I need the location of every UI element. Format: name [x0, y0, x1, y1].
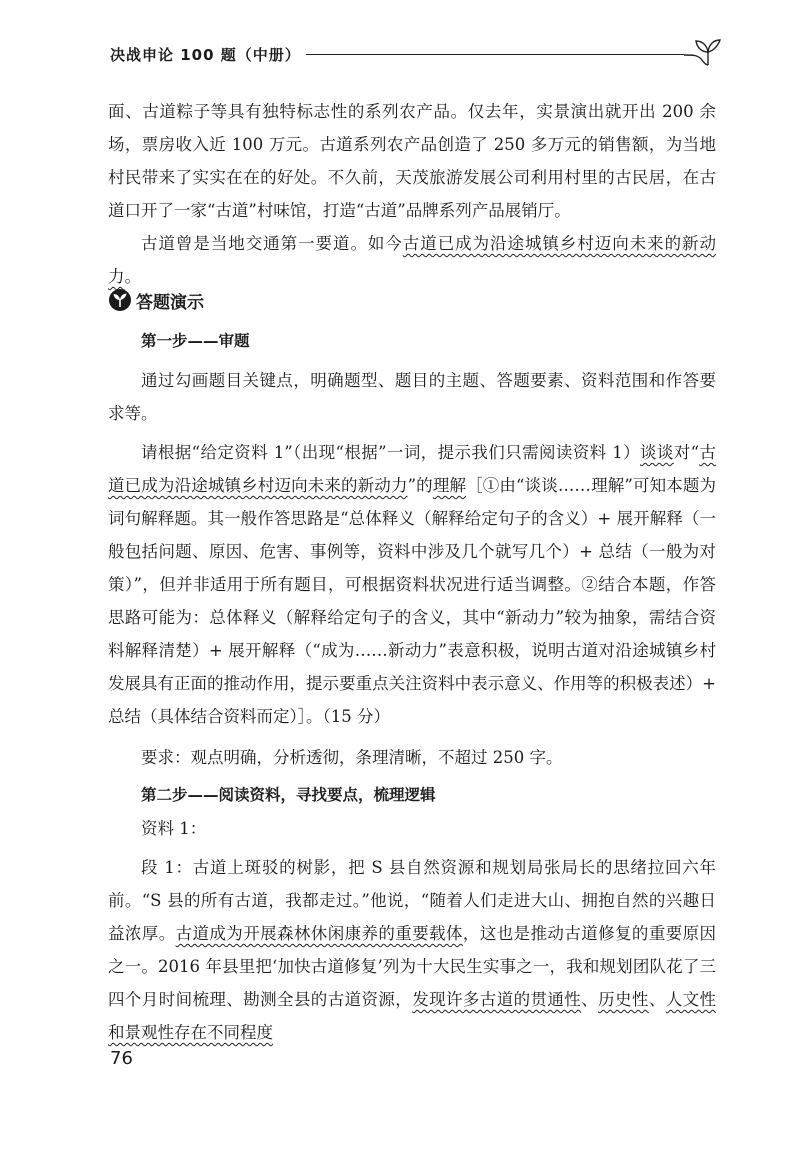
step2-block: [108, 778, 716, 1049]
step1-block: [108, 324, 716, 774]
underlined-point: 人文性和景观性存在不同程度: [108, 990, 717, 1042]
text-run: 对“: [673, 443, 700, 462]
header-rule: [306, 54, 684, 55]
material-paragraph-last: [108, 227, 716, 293]
step1-title-text: 第一步——审题: [141, 332, 250, 350]
page-number: 76: [110, 1048, 133, 1069]
underlined-key-sentence: 古道已成为沿途城镇乡村迈向未来的新动力: [108, 234, 716, 286]
keyword-lijie: 理解: [432, 476, 467, 495]
sprout-icon: [684, 38, 730, 68]
section-title: 答题演示: [136, 293, 204, 313]
leaf-badge-icon: [108, 288, 132, 312]
text-run: 古道曾是当地交通第一要道。如今: [141, 234, 403, 253]
keyword-tantan: 谈谈: [639, 443, 674, 462]
requirement: 要求：观点明确，分析透彻，条理清晰，不超过 250 字。: [141, 748, 563, 767]
question-with-analysis: [108, 436, 716, 733]
step1-intro: 通过勾画题目关键点，明确题型、题目的主题、答题要素、资料范围和作答要求等。: [108, 371, 716, 423]
analysis-text: ［①由“谈谈……理解”可知本题为词句解释题。其一般作答思路是“总体释义（解释给定句子的含义）+ 展开解释（一般包括问题、原因、危害、事例等，资料中涉及几个就写几个）+ 总结（一般为对策）”，但并非适用于所有题目，可根据资料状况进行适当调整。②结合本题，作答思路可能为：总体释义（解释给定句子的含义，其中“新动力”较为抽象，需结合资料解释清楚）+ 展开解释（“成为……新动力”表意积极，说明古道对沿途城镇乡村发展具有正面的推动作用，提示要重点关注资料中表示意义、作用等的积极表述）+ 总结（具体结合资料而定）］。（15 分）: [108, 476, 717, 726]
text-run: ”的: [407, 476, 433, 495]
running-header: [110, 38, 730, 68]
step2-title: [108, 778, 716, 812]
text-run: 段 1：古道上斑驳的树影，把 S 县自然资源和规划局张局长的思绪拉回六年前。“S 县的所有古道，我都走过。”他说，“随着人们走进大山、拥抱自然的兴趣日益浓厚。: [108, 858, 716, 943]
key-sentence: 古道已成为沿途城镇乡村迈向未来的新动力: [108, 443, 717, 495]
underlined-point: 发现许多古道的贯通性: [412, 990, 582, 1009]
step2-title-text: 第二步——阅读资料，寻找要点，梳理逻辑: [141, 786, 436, 804]
step1-title: [108, 324, 716, 358]
underlined-point: 历史性: [598, 990, 649, 1009]
material-label: 资料 1：: [141, 819, 207, 838]
text-run: 。: [124, 267, 141, 286]
material-paragraph: 面、古道粽子等具有独特标志性的系列农产品。仅去年，实景演出就开出 200 余场，票房收入近 100 万元。古道系列农产品创造了 250 多万元的销售额，为当地村民带来了实实在在的好处。不久前，天茂旅游发展公司利用村里的古民居，在古道口开了一家“古道”村味馆，打造“古道”品牌系列产品展销厅。: [108, 102, 716, 220]
continued-material: [108, 95, 716, 293]
text-run: 、: [648, 990, 666, 1009]
text-run: 、: [581, 990, 599, 1009]
underlined-point: 古道成为开展森林休闲康养的重要载体: [175, 924, 463, 943]
text-run: ，这也是推动古道修复的重要原因之一。2016 年县里把‘加快古道修复’列为十大民生实事之一，我和规划团队花了三四个月时间梳理、勘测全县的古道资源，: [108, 924, 717, 1009]
text-run: 请根据“给定资料 1”（出现“根据”一词，提示我们只需阅读资料 1）: [141, 443, 640, 462]
material-paragraph-1: [108, 851, 716, 1049]
header-title: 决战申论 100 题（中册）: [110, 46, 301, 64]
